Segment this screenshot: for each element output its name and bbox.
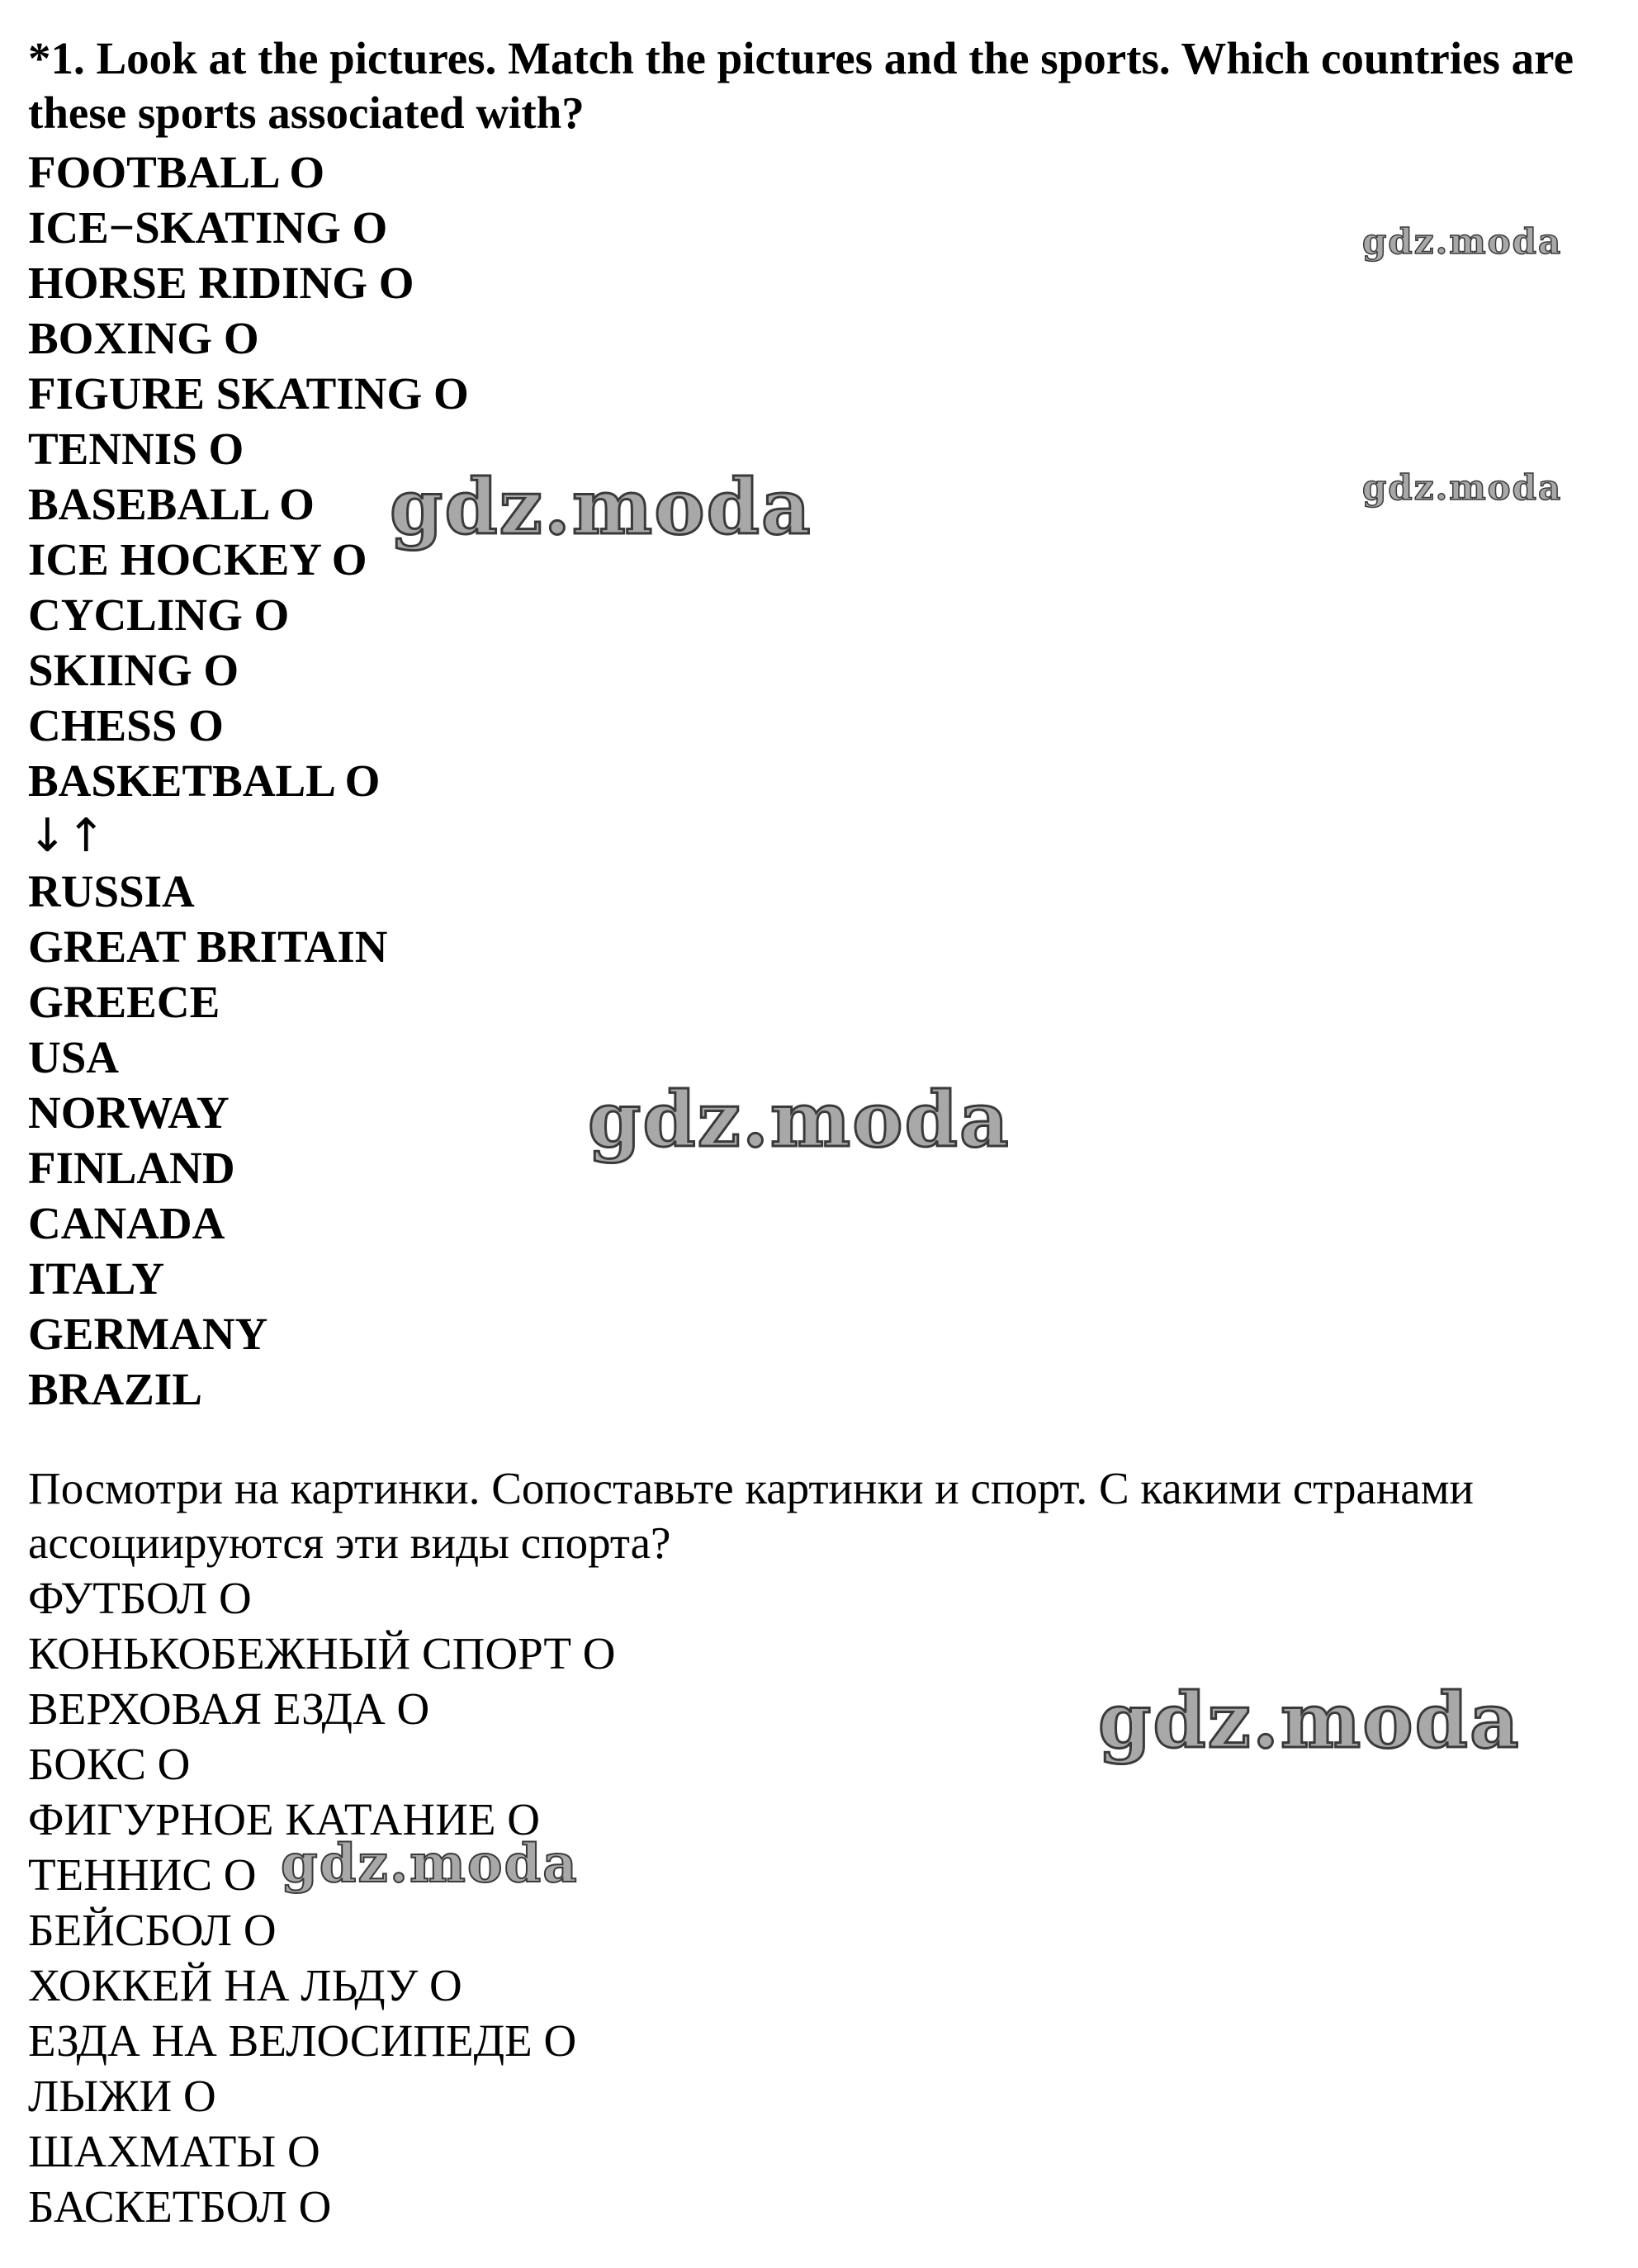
country-item: CANADA bbox=[28, 1198, 225, 1248]
sport-item-ru: БОКС O bbox=[28, 1739, 191, 1789]
sport-item: CHESS O bbox=[28, 700, 224, 750]
country-item: RUSSIA bbox=[28, 866, 195, 916]
watermark: gdz.moda bbox=[390, 462, 812, 552]
country-item: GREAT BRITAIN bbox=[28, 921, 388, 972]
sport-item: ICE HOCKEY O bbox=[28, 534, 367, 585]
country-item: GERMANY bbox=[28, 1309, 268, 1359]
watermark: gdz.moda bbox=[1098, 1676, 1521, 1765]
sport-item-ru: ХОККЕЙ НА ЛЬДУ O bbox=[28, 1960, 462, 2010]
country-item: ITALY bbox=[28, 1253, 165, 1304]
watermark: gdz.moda bbox=[588, 1075, 1011, 1164]
task-title-russian: Посмотри на картинки. Сопоставьте картинки и спорт. С какими странами ассоциируются эти виды спорта? bbox=[28, 1463, 1474, 1568]
sport-item: TENNIS O bbox=[28, 424, 244, 474]
watermark: gdz.moda bbox=[1362, 467, 1563, 508]
sport-item-ru: ЛЫЖИ O bbox=[28, 2071, 216, 2121]
country-item: USA bbox=[28, 1032, 120, 1082]
watermark: gdz.moda bbox=[1362, 221, 1563, 262]
country-item: BRAZIL bbox=[28, 1364, 202, 1414]
sport-item: FOOTBALL O bbox=[28, 147, 325, 197]
watermark: gdz.moda bbox=[281, 1833, 579, 1895]
sport-item-ru: БЕЙСБОЛ O bbox=[28, 1905, 277, 1955]
sport-item-ru: КОНЬКОБЕЖНЫЙ СПОРТ O bbox=[28, 1628, 616, 1679]
country-item: GREECE bbox=[28, 977, 220, 1027]
sport-item-ru: ВЕРХОВАЯ ЕЗДА O bbox=[28, 1683, 430, 1734]
country-item: FINLAND bbox=[28, 1143, 235, 1193]
sport-item-ru: БАСКЕТБОЛ O bbox=[28, 2181, 332, 2232]
sport-item: BASKETBALL O bbox=[28, 755, 381, 806]
sport-item: CYCLING O bbox=[28, 589, 290, 640]
sport-item: BASEBALL O bbox=[28, 479, 315, 529]
sport-item-ru: ФУТБОЛ O bbox=[28, 1573, 252, 1623]
sport-item: SKIING O bbox=[28, 645, 239, 695]
sport-item: FIGURE SKATING O bbox=[28, 368, 469, 419]
sport-item: BOXING O bbox=[28, 313, 259, 363]
sport-item-ru: ФИГУРНОЕ КАТАНИЕ O bbox=[28, 1794, 540, 1844]
task-title-english: *1. Look at the pictures. Match the pictures and the sports. Which countries are these sports associated with? bbox=[28, 33, 1574, 138]
country-item: NORWAY bbox=[28, 1087, 230, 1138]
sport-item-ru: ШАХМАТЫ O bbox=[28, 2126, 320, 2176]
up-down-arrows-icon: ↓↑ bbox=[28, 809, 106, 863]
sport-item-ru: ЕЗДА НА ВЕЛОСИПЕДЕ O bbox=[28, 2015, 577, 2066]
sport-item: ICE−SKATING O bbox=[28, 202, 388, 253]
sport-item: HORSE RIDING O bbox=[28, 258, 414, 308]
sport-item-ru: ТЕННИС O bbox=[28, 1849, 257, 1900]
